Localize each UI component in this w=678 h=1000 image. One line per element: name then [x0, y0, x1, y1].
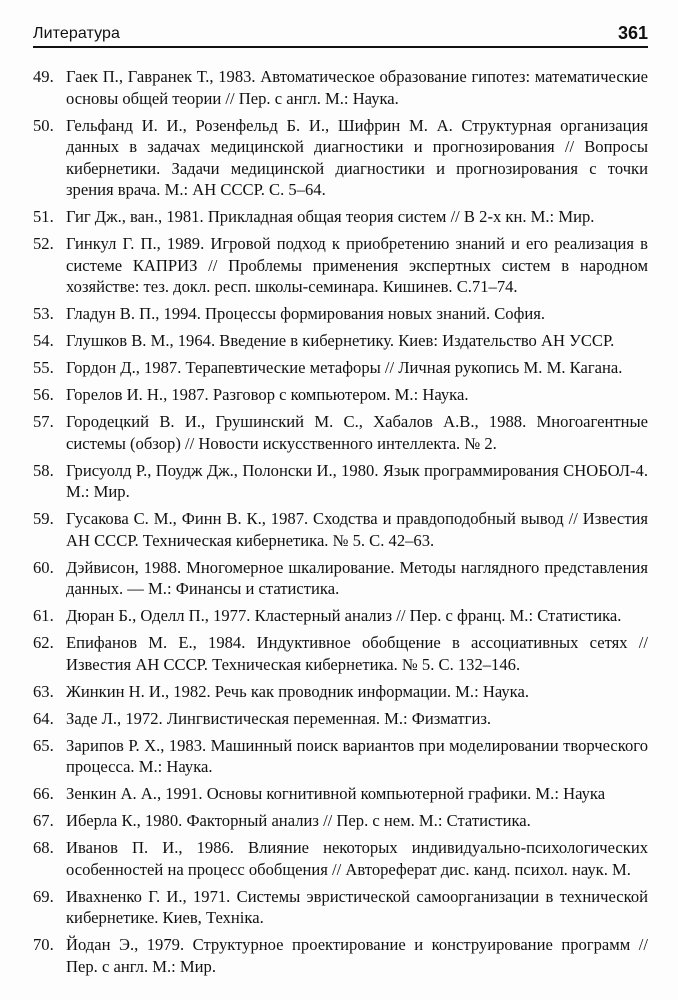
reference-number: 50.	[33, 115, 54, 135]
reference-text: Дэйвисон, 1988. Многомерное шкалирование. Методы наглядного представления данных. — М.: Финансы и статистика.	[66, 557, 648, 598]
reference-item	[33, 233, 648, 298]
reference-text: Гладун В. П., 1994. Процессы формирования новых знаний. София.	[66, 304, 546, 323]
reference-number: 56.	[33, 385, 54, 404]
reference-number: 64.	[33, 708, 54, 728]
reference-text: Зарипов Р. Х., 1983. Машинный поиск вариантов при моделировании творческого процесса. М.: Наука.	[66, 735, 648, 776]
reference-number: 59.	[33, 509, 54, 528]
reference-item	[33, 681, 648, 703]
reference-number: 62.	[33, 633, 54, 652]
reference-text: Гельфанд И. И., Розенфельд Б. И., Шифрин М. А. Структурная организация данных в задачах медицинской диагностики и прогнозирования // Вопросы кибернетики. Задачи медицинской диагностики и прогнозирования с точки зрения врача. М.: АН СССР. С. 5–64.	[66, 115, 648, 199]
reference-item	[33, 460, 648, 503]
reference-list	[33, 66, 648, 983]
reference-item	[33, 115, 648, 201]
reference-number: 66.	[33, 784, 54, 803]
reference-item	[33, 708, 648, 730]
reference-text: Городецкий В. И., Грушинский М. С., Хабалов А.В., 1988. Многоагентные системы (обзор) // Новости искусственного интеллекта. № 2.	[66, 412, 648, 453]
reference-text: Дюран Б., Оделл П., 1977. Кластерный анализ // Пер. с франц. М.: Статистика.	[66, 606, 622, 625]
reference-text: Гинкул Г. П., 1989. Игровой подход к приобретению знаний и его реализация в системе КАПРИЗ // Проблемы применения экспертных систем в народном хозяйстве: тез. докл. респ. школы-семинара. Кишинев. С.71–74.	[66, 234, 648, 296]
reference-item	[33, 330, 648, 352]
reference-number: 49.	[33, 67, 54, 86]
reference-item	[33, 837, 648, 880]
reference-item	[33, 605, 648, 627]
running-header	[33, 18, 648, 48]
reference-text: Горелов И. Н., 1987. Разговор с компьютером. М.: Наука.	[66, 385, 469, 404]
reference-item	[33, 934, 648, 977]
reference-text: Зенкин А. А., 1991. Основы когнитивной компьютерной графики. М.: Наука	[66, 784, 606, 803]
reference-number: 70.	[33, 935, 54, 954]
reference-text: Глушков В. М., 1964. Введение в кибернетику. Киев: Издательство АН УССР.	[66, 331, 615, 350]
reference-number: 60.	[33, 557, 54, 577]
reference-text: Епифанов М. Е., 1984. Индуктивное обобщение в ассоциативных сетях // Известия АН СССР. Техническая кибернетика. № 5. С. 132–146.	[66, 633, 648, 674]
reference-item	[33, 411, 648, 454]
reference-number: 53.	[33, 304, 54, 323]
reference-number: 63.	[33, 681, 54, 701]
reference-number: 52.	[33, 234, 54, 253]
reference-item	[33, 557, 648, 600]
reference-number: 67.	[33, 811, 54, 830]
reference-number: 65.	[33, 735, 54, 755]
reference-item	[33, 810, 648, 832]
reference-number: 51.	[33, 207, 54, 226]
reference-number: 57.	[33, 412, 54, 431]
page-number: 361	[617, 23, 648, 43]
reference-text: Грисуолд Р., Поудж Дж., Полонски И., 1980. Язык программирования СНОБОЛ-4. М.: Мир.	[66, 460, 648, 501]
section-title: Литература	[33, 25, 121, 42]
reference-item	[33, 357, 648, 379]
reference-text: Йодан Э., 1979. Структурное проектирование и конструирование программ // Пер. с англ. М.: Мир.	[66, 935, 648, 976]
reference-item	[33, 735, 648, 778]
reference-item	[33, 66, 648, 109]
reference-text: Заде Л., 1972. Лингвистическая переменная. М.: Физматгиз.	[66, 708, 492, 728]
reference-item	[33, 384, 648, 406]
reference-text: Гусакова С. М., Финн В. К., 1987. Сходства и правдоподобный вывод // Известия АН СССР. Техническая кибернетика. № 5. С. 42–63.	[66, 509, 648, 550]
reference-text: Иберла К., 1980. Факторный анализ // Пер. с нем. М.: Статистика.	[66, 811, 531, 830]
reference-text: Жинкин Н. И., 1982. Речь как проводник информации. М.: Наука.	[66, 681, 529, 701]
reference-text: Гордон Д., 1987. Терапевтические метафоры // Личная рукопись М. М. Кагана.	[66, 358, 623, 377]
reference-text: Ивахненко Г. И., 1971. Системы эвристической самоорганизации в технической кибернетике. Киев, Техніка.	[66, 886, 648, 927]
reference-number: 68.	[33, 838, 54, 857]
reference-number: 58.	[33, 460, 54, 480]
reference-text: Гаек П., Гавранек Т., 1983. Автоматическое образование гипотез: математические основы общей теории // Пер. с англ. М.: Наука.	[66, 67, 648, 108]
reference-text: Гиг Дж., ван., 1981. Прикладная общая теория систем // В 2-х кн. М.: Мир.	[66, 207, 595, 226]
reference-item	[33, 206, 648, 228]
reference-text: Иванов П. И., 1986. Влияние некоторых индивидуально-психологических особенностей на процесс обобщения // Автореферат дис. канд. психол. наук. М.	[66, 838, 648, 879]
reference-item	[33, 632, 648, 675]
reference-number: 55.	[33, 358, 54, 377]
reference-item	[33, 303, 648, 325]
reference-item	[33, 508, 648, 551]
reference-number: 61.	[33, 606, 54, 625]
reference-item	[33, 886, 648, 929]
reference-number: 69.	[33, 886, 54, 906]
reference-number: 54.	[33, 331, 54, 350]
reference-item	[33, 783, 648, 805]
